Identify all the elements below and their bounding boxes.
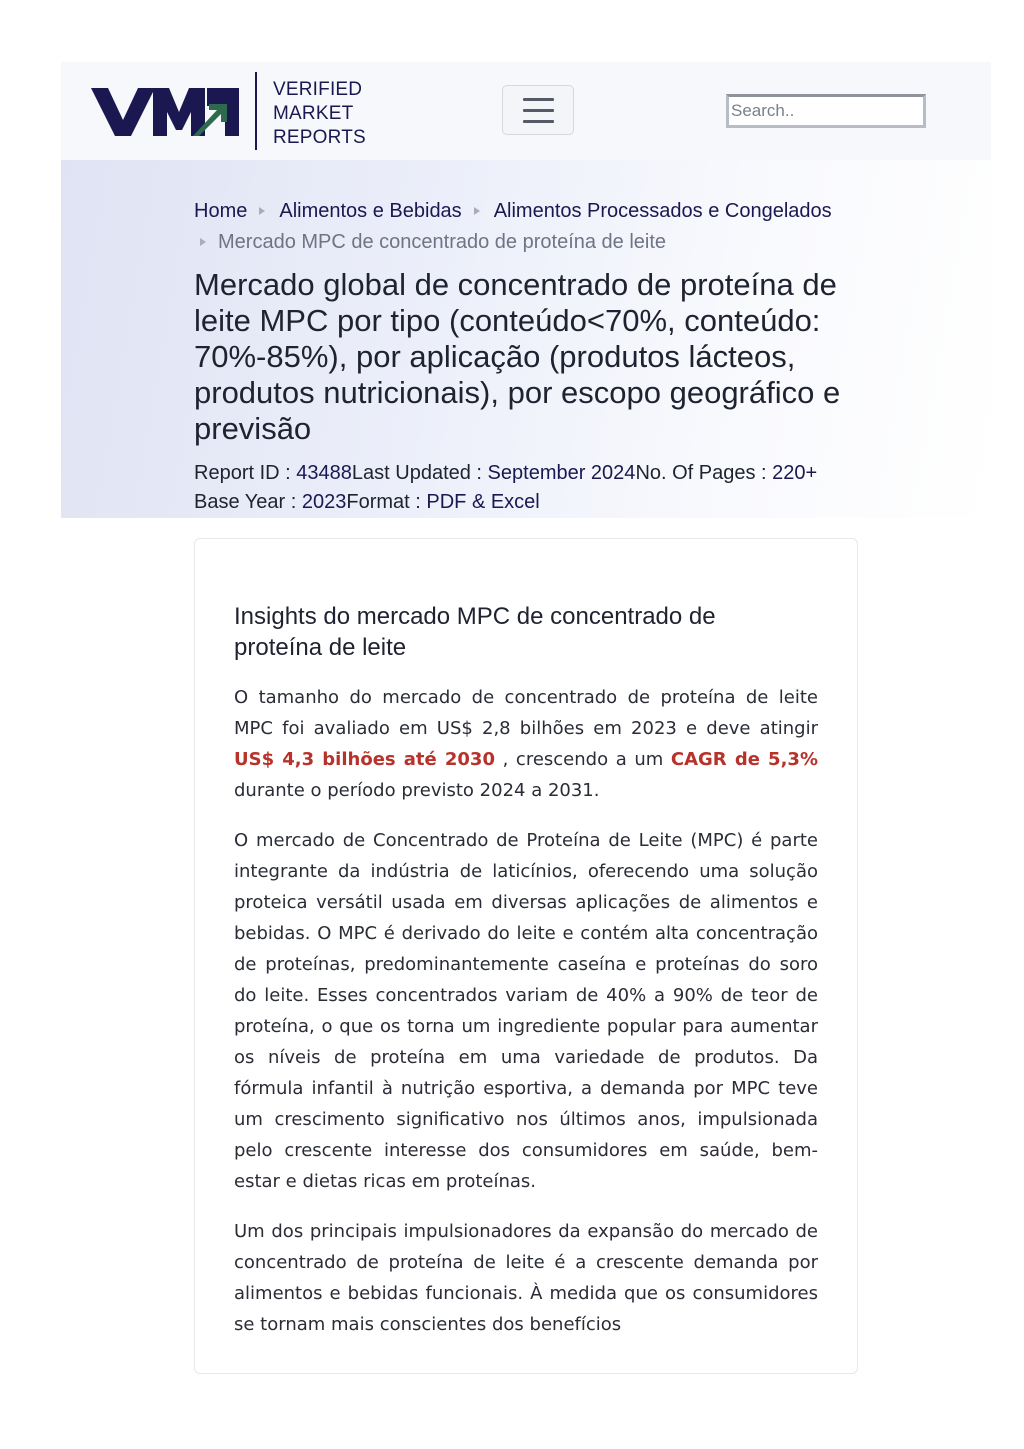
- breadcrumb-separator-icon: [200, 238, 206, 246]
- insights-paragraph-3: Um dos principais impulsionadores da expansão do mercado de concentrado de proteína de leite é a crescente demanda por alimentos e bebidas funcionais. À medida que os consumidores se tornam mais conscientes dos benefícios: [234, 1221, 818, 1335]
- hamburger-icon: [523, 120, 554, 123]
- vmr-logo-icon[interactable]: [91, 86, 239, 138]
- base-year-value: 2023: [301, 491, 347, 513]
- insights-paragraph-2: O mercado de Concentrado de Proteína de Leite (MPC) é parte integrante da indústria de laticínios, oferecendo uma solução proteica versátil usada em diversas aplicações de alimentos e bebidas. O MPC é derivado do leite e contém alta concentração de proteínas, predominantemente caseína e proteínas do soro do leite. Esses concentrados variam de 40% a 90% de teor de proteína, o que os torna um ingrediente popular para aumentar os níveis de proteína em uma variedade de produtos. Da fórmula infantil à nutrição esportiva, a demanda por MPC teve um crescimento significativo nos últimos anos, impulsionada pelo crescente interesse dos consumidores em saúde, bem-estar e dietas ricas em proteínas.: [234, 830, 818, 1192]
- breadcrumb-separator-icon: [474, 207, 480, 215]
- meta-row-2: [194, 488, 894, 517]
- meta-row-1: [194, 459, 894, 488]
- brand-line-2: MARKET: [273, 103, 354, 124]
- insights-heading: Insights do mercado MPC de concentrado de proteína de leite: [234, 603, 716, 661]
- report-id-label: Report ID :: [194, 462, 297, 484]
- format-value: PDF & Excel: [426, 491, 540, 513]
- p1-text-b: , crescendo a um: [494, 749, 671, 770]
- p1-text-a: O tamanho do mercado de concentrado de proteína de leite MPC foi avaliado em US$ 2,8 bilhões em 2023 e deve atingir: [234, 687, 818, 739]
- cagr-highlight: CAGR de 5,3%: [670, 749, 818, 770]
- brand-line-3: REPORTS: [273, 127, 366, 148]
- pages-label: No. Of Pages :: [635, 462, 773, 484]
- last-updated-label: Last Updated :: [351, 462, 488, 484]
- page-title: Mercado global de concentrado de proteína de leite MPC por tipo (conteúdo<70%, conteúdo: 70%-85%), por aplicação (produtos lácteos, produtos nutricionais), por escopo geográfico e previsão: [194, 267, 841, 446]
- format-label: Format :: [346, 491, 427, 513]
- market-size-highlight: US$ 4,3 bilhões até 2030: [234, 749, 495, 770]
- hamburger-icon: [523, 109, 554, 112]
- report-meta: [194, 459, 894, 517]
- breadcrumb-separator-icon: [259, 207, 265, 215]
- breadcrumb: [194, 196, 874, 258]
- site-header: [61, 62, 991, 161]
- brand-name[interactable]: [273, 78, 366, 150]
- brand-line-1: VERIFIED: [273, 79, 363, 100]
- report-id-value: 43488: [296, 462, 352, 484]
- insights-body: [234, 682, 818, 1359]
- menu-toggle-button[interactable]: [502, 85, 574, 135]
- insights-paragraph-1: [234, 682, 818, 806]
- search-input[interactable]: [726, 94, 926, 128]
- insights-card: [194, 538, 858, 1374]
- logo-divider: [255, 72, 257, 150]
- breadcrumb-home[interactable]: Home: [194, 200, 248, 222]
- breadcrumb-category[interactable]: Alimentos e Bebidas: [279, 200, 462, 222]
- last-updated-value: September 2024: [487, 462, 636, 484]
- pages-value: 220+: [772, 462, 818, 484]
- breadcrumb-subcategory[interactable]: Alimentos Processados e Congelados: [493, 200, 832, 222]
- breadcrumb-current: Mercado MPC de concentrado de proteína de leite: [218, 231, 667, 253]
- hamburger-icon: [523, 98, 554, 101]
- p1-text-c: durante o período previsto 2024 a 2031.: [234, 780, 600, 801]
- base-year-label: Base Year :: [194, 491, 302, 513]
